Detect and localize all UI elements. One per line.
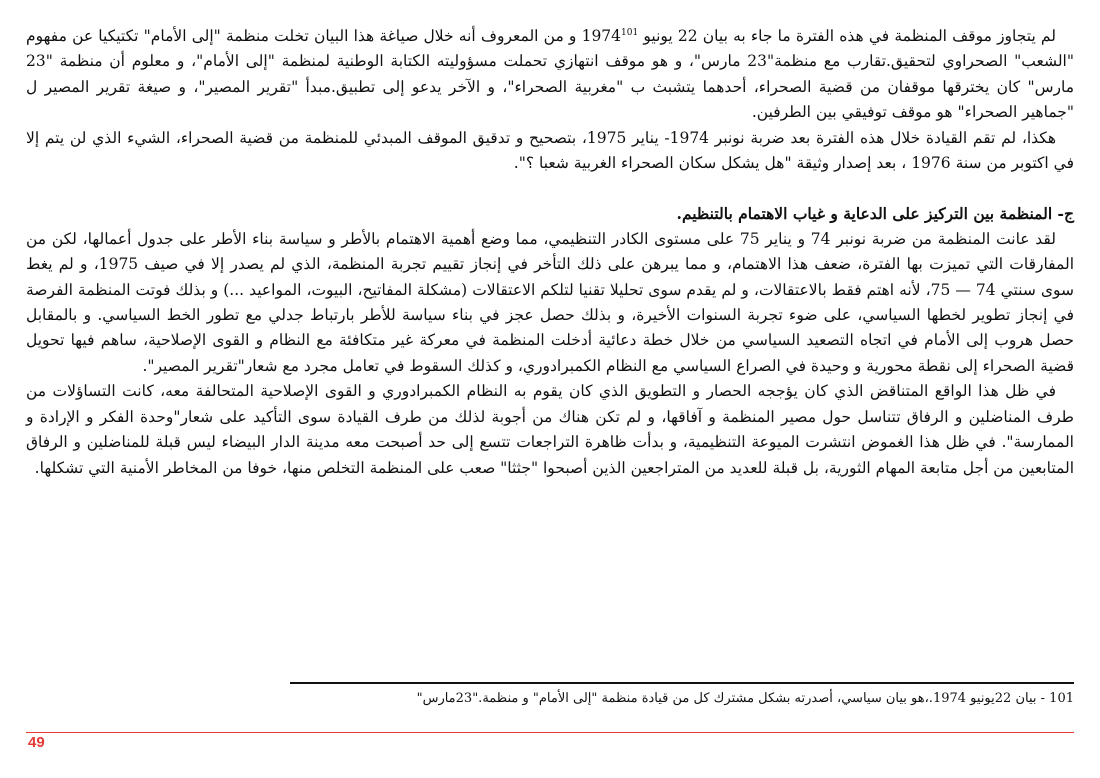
paragraph-1-before: لم يتجاوز موقف المنظمة في هذه الفترة ما جاء به بيان 22 يونيو 1974 <box>581 27 1056 45</box>
footnote-reference[interactable]: 101 <box>621 27 639 38</box>
footnote-separator <box>290 682 1074 684</box>
footnote-101: 101 - بيان 22يونيو 1974.،هو بيان سياسي، أصدرته بشكل مشترك كل من قيادة منظمة "إلى الأمام" و منظمة."23مارس" <box>416 691 1074 706</box>
section-heading: ج- المنظمة بين التركيز على الدعاية و غياب الاهتمام بالتنظيم. <box>676 204 1074 224</box>
paragraph-3: لقد عانت المنظمة من ضربة نونبر 74 و يناير 75 على مستوى الكادر التنظيمي، مما وضع أهمية الاهتمام بالأطر و سياسة بناء الأطر على جدول أعمالها، لكن من المفارقات التي تميزت بها الفترة، ضعف هذا الاهتمام، و مما يبرهن على ذلك التأخر في إنجاز تقييم تجربة المنظمة، الذي لم يصدر إلا في صيف 1975، و لم يغط سوى سنتي 74 — 75، لأنه اهتم فقط بالاعتقالات، و لم يقدم سوى تحليلا تقنيا لتلكم الاعتقالات (مشكلة المفاتيح، البيوت، المواعيد ...) و بذلك فوتت المنظمة الفرصة في إنجاز تطوير لخطها السياسي، على ضوء تجربة السنوات الأخيرة، و بذلك حصل عجز في بناء سياسة للأطر بارتباط جدلي مع تطور الخط السياسي. و بالمقابل حصل هروب إلى الأمام في اتجاه التصعيد السياسي من خلال خطة دعائية أدخلت المنظمة في معركة غير متكافئة مع النظام و القوى الإصلاحية، ساهم فيها تحويل قضية الصحراء إلى نقطة محورية و وحيدة في الصراع السياسي مع النظام الكمبرادوري، و كذلك السقوط في تعامل مجرد مع شعار"تقرير المصير". <box>26 229 1075 375</box>
paragraph-2: هكذا، لم تقم القيادة خلال هذه الفترة بعد ضربة نونبر 1974- يناير 1975، بتصحيح و تدقيق الموقف المبدئي للمنظمة من قضية الصحراء، الشيء الذي لن يتم إلا في اكتوبر من سنة 1976 ، بعد إصدار وثيقة "هل يشكل سكان الصحراء الغربية شعبا ؟". <box>26 128 1074 173</box>
paragraph-4: في ظل هذا الواقع المتناقض الذي كان يؤججه الحصار و التطويق الذي كان يقوم به النظام الكمبرادوري و القوى الإصلاحية المتحالفة معه، كانت التساؤلات من طرف المناضلين و الرفاق تتناسل حول مصير المنظمة و آفاقها، و لم تكن هناك من أجوبة لذلك من طرف القيادة سوى التأكيد على شعار"وحدة الفكر و الإرادة و الممارسة". في ظل هذا الغموض انتشرت الميوعة التنظيمية، و بدأت ظاهرة التراجعات تتسع إلى حد أصبحت معه مدينة الدار البيضاء ليس قبلة للمناضلين و الرفاق المتابعين من أجل متابعة المهام الثورية، بل قبلة للعديد من المتراجعين الذين أصبحوا "جثثا" صعب على المنظمة التخلص منها، خوفا من المخاطر الأمنية التي تشكلها. <box>26 382 1074 477</box>
page-footer-rule <box>26 732 1074 733</box>
paragraph-gap <box>26 176 1074 201</box>
paragraph-1 <box>26 24 1074 126</box>
paragraph-1-after: و من المعروف أنه خلال صياغة هذا البيان تخلت منظمة "إلى الأمام" تكتيكيا عن مفهوم "الشعب" الصحراوي لتحقيق.تقارب مع منظمة"23 مارس"، و هو موقف انتهازي تحملت مسؤوليته الكتابة الوطنية لمنظمة "إلى الأمام"، و معلوم أن منظمة "23 مارس" كان يخترقها موقفان من قضية الصحراء، أحدهما يتشبث ب "مغربية الصحراء"، و الآخر يدعو إلى تطبيق.مبدأ "تقرير المصير"، و صيغة تقرير المصير ل "جماهير الصحراء" هو موقف توفيقي بين الطرفين. <box>26 27 1074 122</box>
body-text <box>26 24 1074 481</box>
page-number: 49 <box>28 734 45 751</box>
